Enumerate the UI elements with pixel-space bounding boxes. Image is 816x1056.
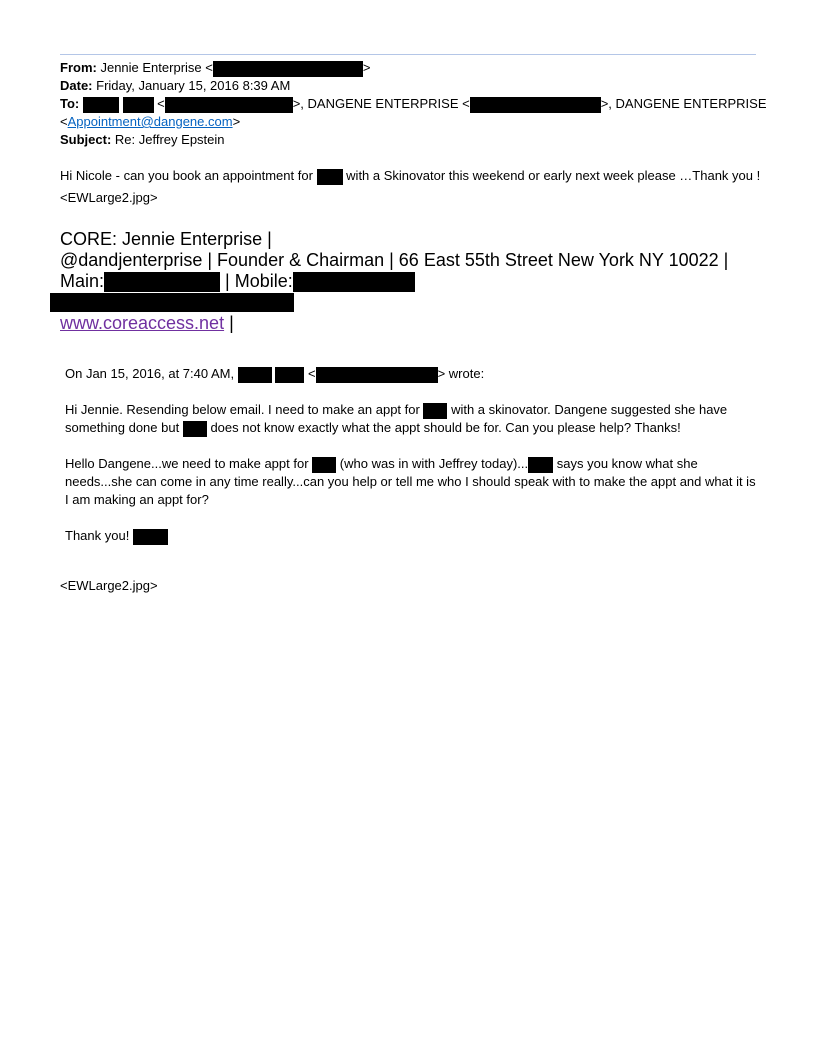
signature-line-1: CORE: Jennie Enterprise |: [60, 229, 272, 249]
signature-website-line: [60, 313, 234, 334]
redaction: [312, 457, 336, 473]
quoted-text: says you know what she: [556, 456, 698, 471]
redaction: [470, 97, 601, 113]
signature-line-2: @dandjenterprise | Founder & Chairman | 66 East 55th Street New York NY 10022 |: [60, 250, 729, 270]
quoted-intro: [65, 365, 484, 383]
quoted-p2-line-1: [65, 455, 698, 473]
to-mid: >, DANGENE ENTERPRISE <: [292, 96, 470, 111]
redaction: [316, 367, 438, 383]
quoted-text: On Jan 15, 2016, at 7:40 AM,: [65, 366, 235, 381]
to-line: [60, 95, 767, 113]
to-open: <: [60, 114, 68, 129]
quoted-p1-line-1: [65, 401, 727, 419]
quoted-text: something done but: [65, 420, 180, 435]
redaction: [83, 97, 119, 113]
redaction: [50, 293, 294, 312]
header-rule: [60, 54, 756, 55]
from-line: [60, 59, 370, 77]
from-value: Jennie Enterprise <: [100, 60, 213, 75]
message-text: Hi Nicole - can you book an appointment for: [60, 168, 313, 183]
date-line: [60, 77, 290, 95]
appointment-email-link[interactable]: Appointment@dangene.com: [67, 114, 233, 129]
redaction: [183, 421, 207, 437]
quoted-text: Hi Jennie. Resending below email. I need to make an appt for: [65, 402, 420, 417]
message-line: [60, 167, 760, 185]
from-label: From:: [60, 60, 97, 75]
subject-value: Re: Jeffrey Epstein: [114, 132, 225, 147]
quoted-text: (who was in with Jeffrey today)...: [339, 456, 529, 471]
subject-label: Subject:: [60, 132, 112, 147]
quoted-thanks: [65, 527, 168, 545]
quoted-text: > wrote:: [437, 366, 485, 381]
from-close: >: [362, 60, 371, 75]
to-line-2: [60, 113, 240, 131]
subject-line: [60, 131, 225, 149]
mobile-label: | Mobile:: [225, 271, 293, 291]
redaction: [317, 169, 343, 185]
website-sep: |: [229, 313, 234, 333]
quoted-text: with a skinovator. Dangene suggested she have: [451, 402, 728, 417]
website-link[interactable]: www.coreaccess.net: [60, 313, 225, 333]
quoted-text: Hello Dangene...we need to make appt for: [65, 456, 309, 471]
attachment-1[interactable]: <EWLarge2.jpg>: [60, 190, 158, 205]
redaction: [133, 529, 168, 545]
redaction: [213, 61, 363, 77]
redaction: [123, 97, 154, 113]
attachment-2[interactable]: <EWLarge2.jpg>: [60, 578, 158, 593]
redaction: [275, 367, 304, 383]
main-label: Main:: [60, 271, 105, 291]
message-text: with a Skinovator this weekend or early next week please …Thank you !: [346, 168, 761, 183]
redaction: [104, 272, 220, 292]
to-sep: <: [157, 96, 165, 111]
redaction: [293, 272, 415, 292]
quoted-p2-line-3: I am making an appt for?: [65, 492, 209, 507]
quoted-text: <: [308, 366, 316, 381]
redaction: [165, 97, 293, 113]
date-value: Friday, January 15, 2016 8:39 AM: [96, 78, 291, 93]
quoted-p2-line-2: needs...she can come in any time really...can you help or tell me who I should speak with to make the appt and what it is: [65, 474, 756, 489]
quoted-text: does not know exactly what the appt should be for. Can you please help? Thanks!: [210, 420, 681, 435]
redaction: [238, 367, 272, 383]
to-close: >: [232, 114, 241, 129]
redaction: [423, 403, 447, 419]
to-label: To:: [60, 96, 80, 111]
to-mid2: >, DANGENE ENTERPRISE: [600, 96, 767, 111]
quoted-text: Thank you!: [65, 528, 130, 543]
redaction: [528, 457, 553, 473]
signature-line-3: [60, 271, 415, 292]
date-label: Date:: [60, 78, 93, 93]
quoted-p1-line-2: [65, 419, 681, 437]
